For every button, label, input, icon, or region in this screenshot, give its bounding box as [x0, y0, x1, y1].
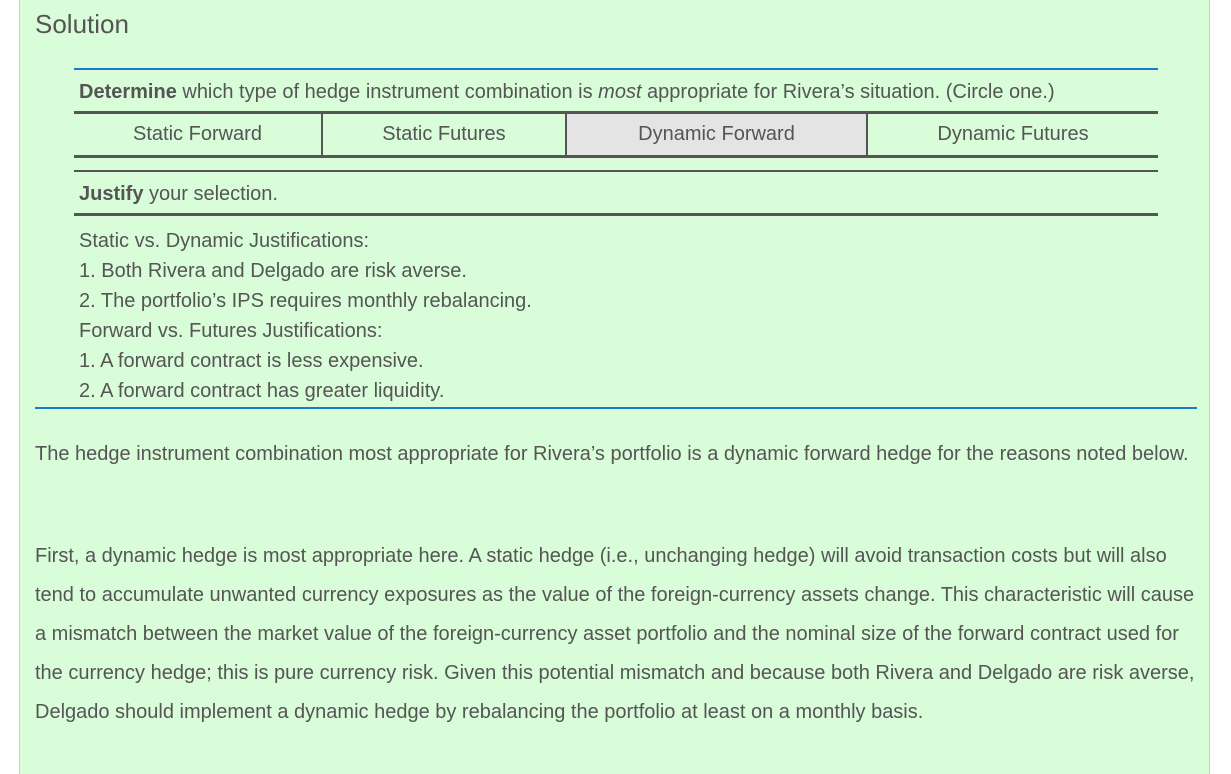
prompt-italic: most [598, 81, 642, 103]
options-row [74, 111, 1158, 158]
option-dynamic-forward[interactable]: Dynamic Forward [567, 114, 868, 155]
justify-bold: Justify [79, 183, 144, 205]
prompt-text-2: appropriate for Rivera’s situation. (Circle one.) [641, 81, 1055, 103]
justification-line: Forward vs. Futures Justifications: [79, 320, 383, 342]
question-box [74, 68, 1158, 406]
justification-line: 1. Both Rivera and Delgado are risk averse. [79, 260, 467, 282]
section-heading: Solution [35, 9, 129, 39]
justify-prompt [74, 172, 1158, 216]
explanation-paragraph: First, a dynamic hedge is most appropriate here. A static hedge (i.e., unchanging hedge) will avoid transaction costs but will also tend to accumulate unwanted currency exposures as the value of the foreign-currency assets change. This characteristic will cause a mismatch between the market value of the foreign-currency asset portfolio and the nominal size of the forward contract used for the currency hedge; this is pure currency risk. Given this potential mismatch and because both Rivera and Delgado are risk averse, Delgado should implement a dynamic hedge by rebalancing the portfolio at least on a monthly basis. [35, 545, 1195, 723]
option-dynamic-futures[interactable]: Dynamic Futures [937, 123, 1089, 145]
question-prompt [74, 70, 1158, 111]
solution-panel [19, 0, 1210, 774]
justification-line: 2. The portfolio’s IPS requires monthly rebalancing. [79, 290, 532, 312]
prompt-bold: Determine [79, 81, 177, 103]
justify-text: your selection. [143, 183, 278, 205]
explanation-paragraph: The hedge instrument combination most appropriate for Rivera’s portfolio is a dynamic forward hedge for the reasons noted below. [35, 443, 1189, 465]
prompt-text-1: which type of hedge instrument combination is [176, 81, 599, 103]
justification-list [74, 216, 1158, 406]
option-static-futures[interactable]: Static Futures [323, 114, 567, 155]
justification-line: Static vs. Dynamic Justifications: [79, 230, 370, 252]
bottom-accent-rule [35, 407, 1197, 409]
option-static-forward[interactable]: Static Forward [74, 114, 323, 155]
justification-line: 2. A forward contract has greater liquidity. [79, 380, 445, 402]
justification-line: 1. A forward contract is less expensive. [79, 350, 424, 372]
